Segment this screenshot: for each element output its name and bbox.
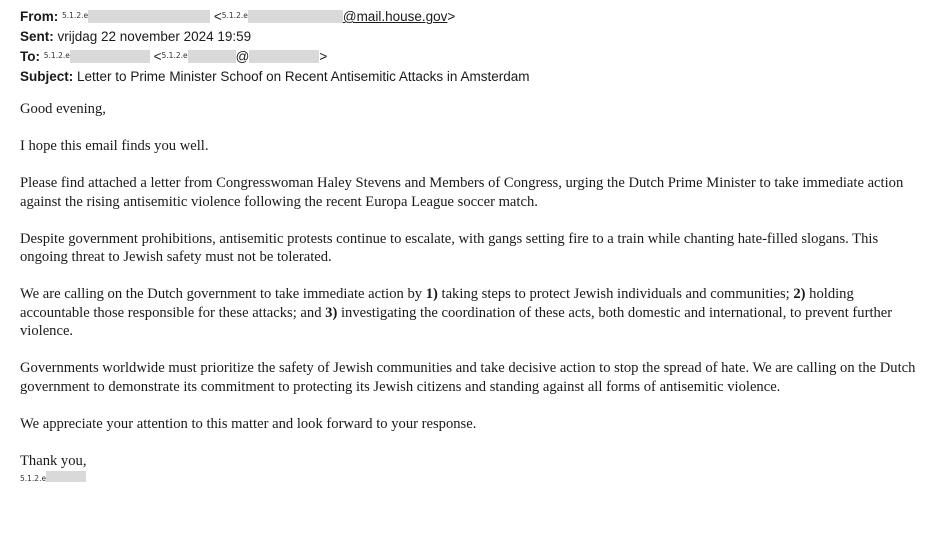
to-line [20, 46, 920, 67]
redaction-code: 5.1.2.e [161, 51, 188, 60]
redaction-code: 5.1.2.e [43, 51, 70, 60]
redaction-block [188, 50, 236, 63]
paragraph-2: Please find attached a letter from Congresswoman Haley Stevens and Members of Congress, urging the Dutch Prime Minister to take immediate action against the rising antisemitic violence following the recent Europa League soccer match. [20, 175, 904, 210]
angle-close: > [447, 9, 456, 24]
closing: Thank you, [20, 452, 87, 469]
angle-open: < [153, 49, 162, 64]
p4-item-3: investigating the coordination of these acts, both domestic and international, to prevent further violence. [20, 304, 893, 339]
redaction-code: 5.1.2.e [20, 474, 47, 483]
paragraph-5: Governments worldwide must prioritize the safety of Jewish communities and take decisive action to stop the spread of hate. We are calling on the Dutch government to demonstrate its commitment to protecting its Jewish citizens and standing against all forms of antisemitic violence. [20, 360, 916, 395]
subject-label: Subject: [20, 68, 74, 84]
item-number-3: 3) [325, 304, 338, 321]
angle-open: < [213, 9, 222, 24]
redaction-code: 5.1.2.e [62, 11, 89, 20]
redaction-code: 5.1.2.e [221, 11, 248, 20]
p4-item-2: holding accountable those responsible for these attacks; and [20, 286, 854, 321]
subject-value: Letter to Prime Minister Schoof on Recent Antisemitic Attacks in Amsterdam [77, 68, 530, 84]
redaction-block [70, 50, 150, 63]
paragraph-4 [20, 285, 920, 341]
greeting: Good evening, [20, 101, 106, 117]
redaction-block [88, 10, 210, 23]
sent-label: Sent: [20, 28, 54, 44]
signature [20, 452, 920, 487]
paragraph-1: I hope this email finds you well. [20, 138, 209, 154]
at-sign: @ [235, 49, 250, 64]
to-label: To: [20, 49, 40, 64]
redaction-block [248, 10, 343, 23]
item-number-2: 2) [793, 286, 806, 302]
from-line [20, 6, 920, 27]
redaction-block [46, 471, 86, 482]
email-body [20, 100, 920, 486]
sent-line [20, 27, 920, 47]
paragraph-3: Despite government prohibitions, antisemitic protests continue to escalate, with gangs setting fire to a train while chanting hate-filled slogans. This ongoing threat to Jewish safety must not be tolerated. [20, 230, 879, 265]
email-header [20, 6, 920, 86]
p4-item-1: taking steps to protect Jewish individuals and communities; [437, 286, 794, 302]
sent-value: vrijdag 22 november 2024 19:59 [57, 28, 252, 44]
signature-line [20, 470, 920, 486]
subject-line [20, 67, 920, 87]
p4-intro: We are calling on the Dutch government to take immediate action by [20, 286, 426, 302]
item-number-1: 1) [425, 286, 438, 302]
redaction-block [249, 50, 319, 63]
email-document [20, 6, 920, 486]
paragraph-6: We appreciate your attention to this matter and look forward to your response. [20, 415, 477, 432]
from-email-domain[interactable]: @mail.house.gov [342, 9, 448, 24]
angle-close: > [319, 49, 328, 64]
from-label: From: [20, 9, 59, 24]
